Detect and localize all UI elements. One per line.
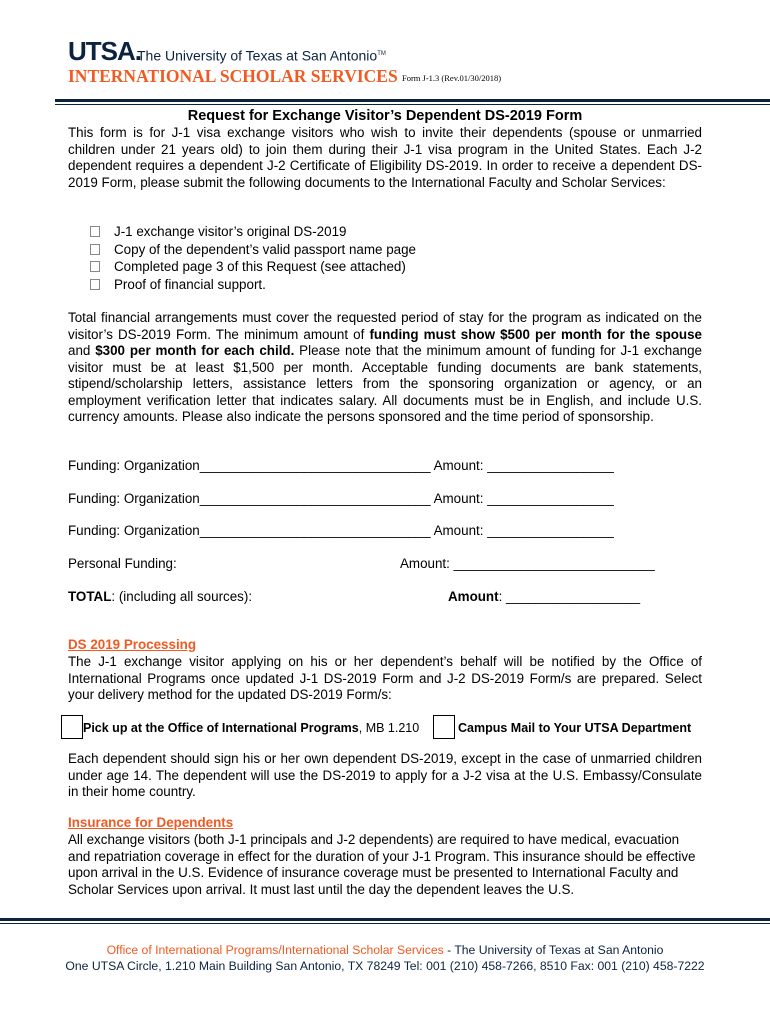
header-rule xyxy=(55,99,770,102)
checkbox-bullet-icon xyxy=(90,226,100,237)
intro-paragraph: This form is for J-1 visa exchange visitors who wish to invite their dependents (spouse or unmarried children under 21 years old) to join them during their J-1 visa program in the United States. Each J-2 dependent requires a dependent J-2 Certificate of Eligibility DS-2019. In order to receive a dependent DS-2019 Form, please submit the following documents to the International Faculty and Scholar Services: xyxy=(68,125,702,190)
office-name: INTERNATIONAL SCHOLAR SERVICES xyxy=(68,66,398,86)
checkbox-bullet-icon xyxy=(90,261,100,272)
checkbox-bullet-icon xyxy=(90,279,100,290)
header-rule-thin xyxy=(55,104,770,105)
university-name: The University of Texas at San Antonio™ xyxy=(137,47,386,64)
campus-mail-checkbox[interactable] xyxy=(433,715,455,739)
list-item: Copy of the dependent’s valid passport name page xyxy=(90,241,416,259)
form-number: Form J-1.3 (Rev.01/30/2018) xyxy=(402,73,502,83)
pickup-checkbox[interactable] xyxy=(61,715,83,739)
personal-funding-amount[interactable]: Amount: ___________________________ xyxy=(400,556,655,571)
checkbox-bullet-icon xyxy=(90,244,100,255)
funding-row-3[interactable]: Funding: Organization_______________________________ Amount: _________________ xyxy=(68,523,614,538)
footer-address: One UTSA Circle, 1.210 Main Building San Antonio, TX 78249 Tel: 001 (210) 458-7266, 8510 Fax: 001 (210) 458-7222 xyxy=(65,959,705,973)
footer-rule-thin xyxy=(0,923,770,924)
footer-line-1: Office of International Programs/International Scholar Services - The University of Texas at San Antonio xyxy=(106,943,664,957)
documents-list xyxy=(90,223,416,293)
list-item: J-1 exchange visitor’s original DS-2019 xyxy=(90,223,416,241)
pickup-option-label: Pick up at the Office of International Programs, MB 1.210 xyxy=(83,721,420,735)
processing-heading: DS 2019 Processing xyxy=(68,637,197,652)
personal-funding-label: Personal Funding: xyxy=(68,556,177,571)
funding-row-2[interactable]: Funding: Organization_______________________________ Amount: _________________ xyxy=(68,491,614,506)
insurance-heading: Insurance for Dependents xyxy=(68,815,234,830)
list-item: Proof of financial support. xyxy=(90,276,416,294)
dependent-paragraph: Each dependent should sign his or her own dependent DS-2019, except in the case of unmarried children under age 14. The dependent will use the DS-2019 to apply for a J-2 visa at the U.S. Embassy/Consulate in their home country. xyxy=(68,751,702,799)
financial-paragraph: Total financial arrangements must cover the requested period of stay for the program as indicated on the visitor’s DS-2019 Form. The minimum amount of funding must show $500 per month for the spouse and $300 per month for each child. Please note that the minimum amount of funding for J-1 exchange visitor must be at least $1,500 per month. Acceptable funding documents are bank statements, stipend/scholarship letters, assistance letters from the sponsoring organization or agency, or an employment verification letter that indicates salary. All documents must be in English, and include U.S. currency amounts. Please also indicate the persons sponsored and the time period of sponsorship. xyxy=(68,310,703,424)
insurance-paragraph: All exchange visitors (both J-1 principals and J-2 dependents) are required to have medical, evacuation and repatriation coverage in effect for the duration of your J-1 Program. This insurance should be effective upon arrival in the U.S. Evidence of insurance coverage must be presented to International Faculty and Scholar Services upon arrival. It must last until the day the dependent leaves the U.S. xyxy=(68,832,696,897)
list-item: Completed page 3 of this Request (see attached) xyxy=(90,258,416,276)
footer xyxy=(60,942,710,974)
total-label: TOTAL: (including all sources): xyxy=(68,589,253,604)
utsa-logo: UTSA. xyxy=(68,36,141,66)
trademark: TM xyxy=(377,51,386,57)
footer-rule xyxy=(0,918,770,921)
campus-mail-option-label: Campus Mail to Your UTSA Department xyxy=(458,721,692,735)
page-title: Request for Exchange Visitor’s Dependent DS-2019 Form xyxy=(187,108,583,124)
processing-paragraph: The J-1 exchange visitor applying on his or her dependent’s behalf will be notified by the Office of International Programs once updated J-1 DS-2019 Form and J-2 DS-2019 Form/s are prepared. Select your delivery method for the updated DS-2019 Form/s: xyxy=(68,654,702,702)
funding-row-1[interactable]: Funding: Organization_______________________________ Amount: _________________ xyxy=(68,458,614,473)
total-amount[interactable]: Amount: __________________ xyxy=(448,589,641,604)
